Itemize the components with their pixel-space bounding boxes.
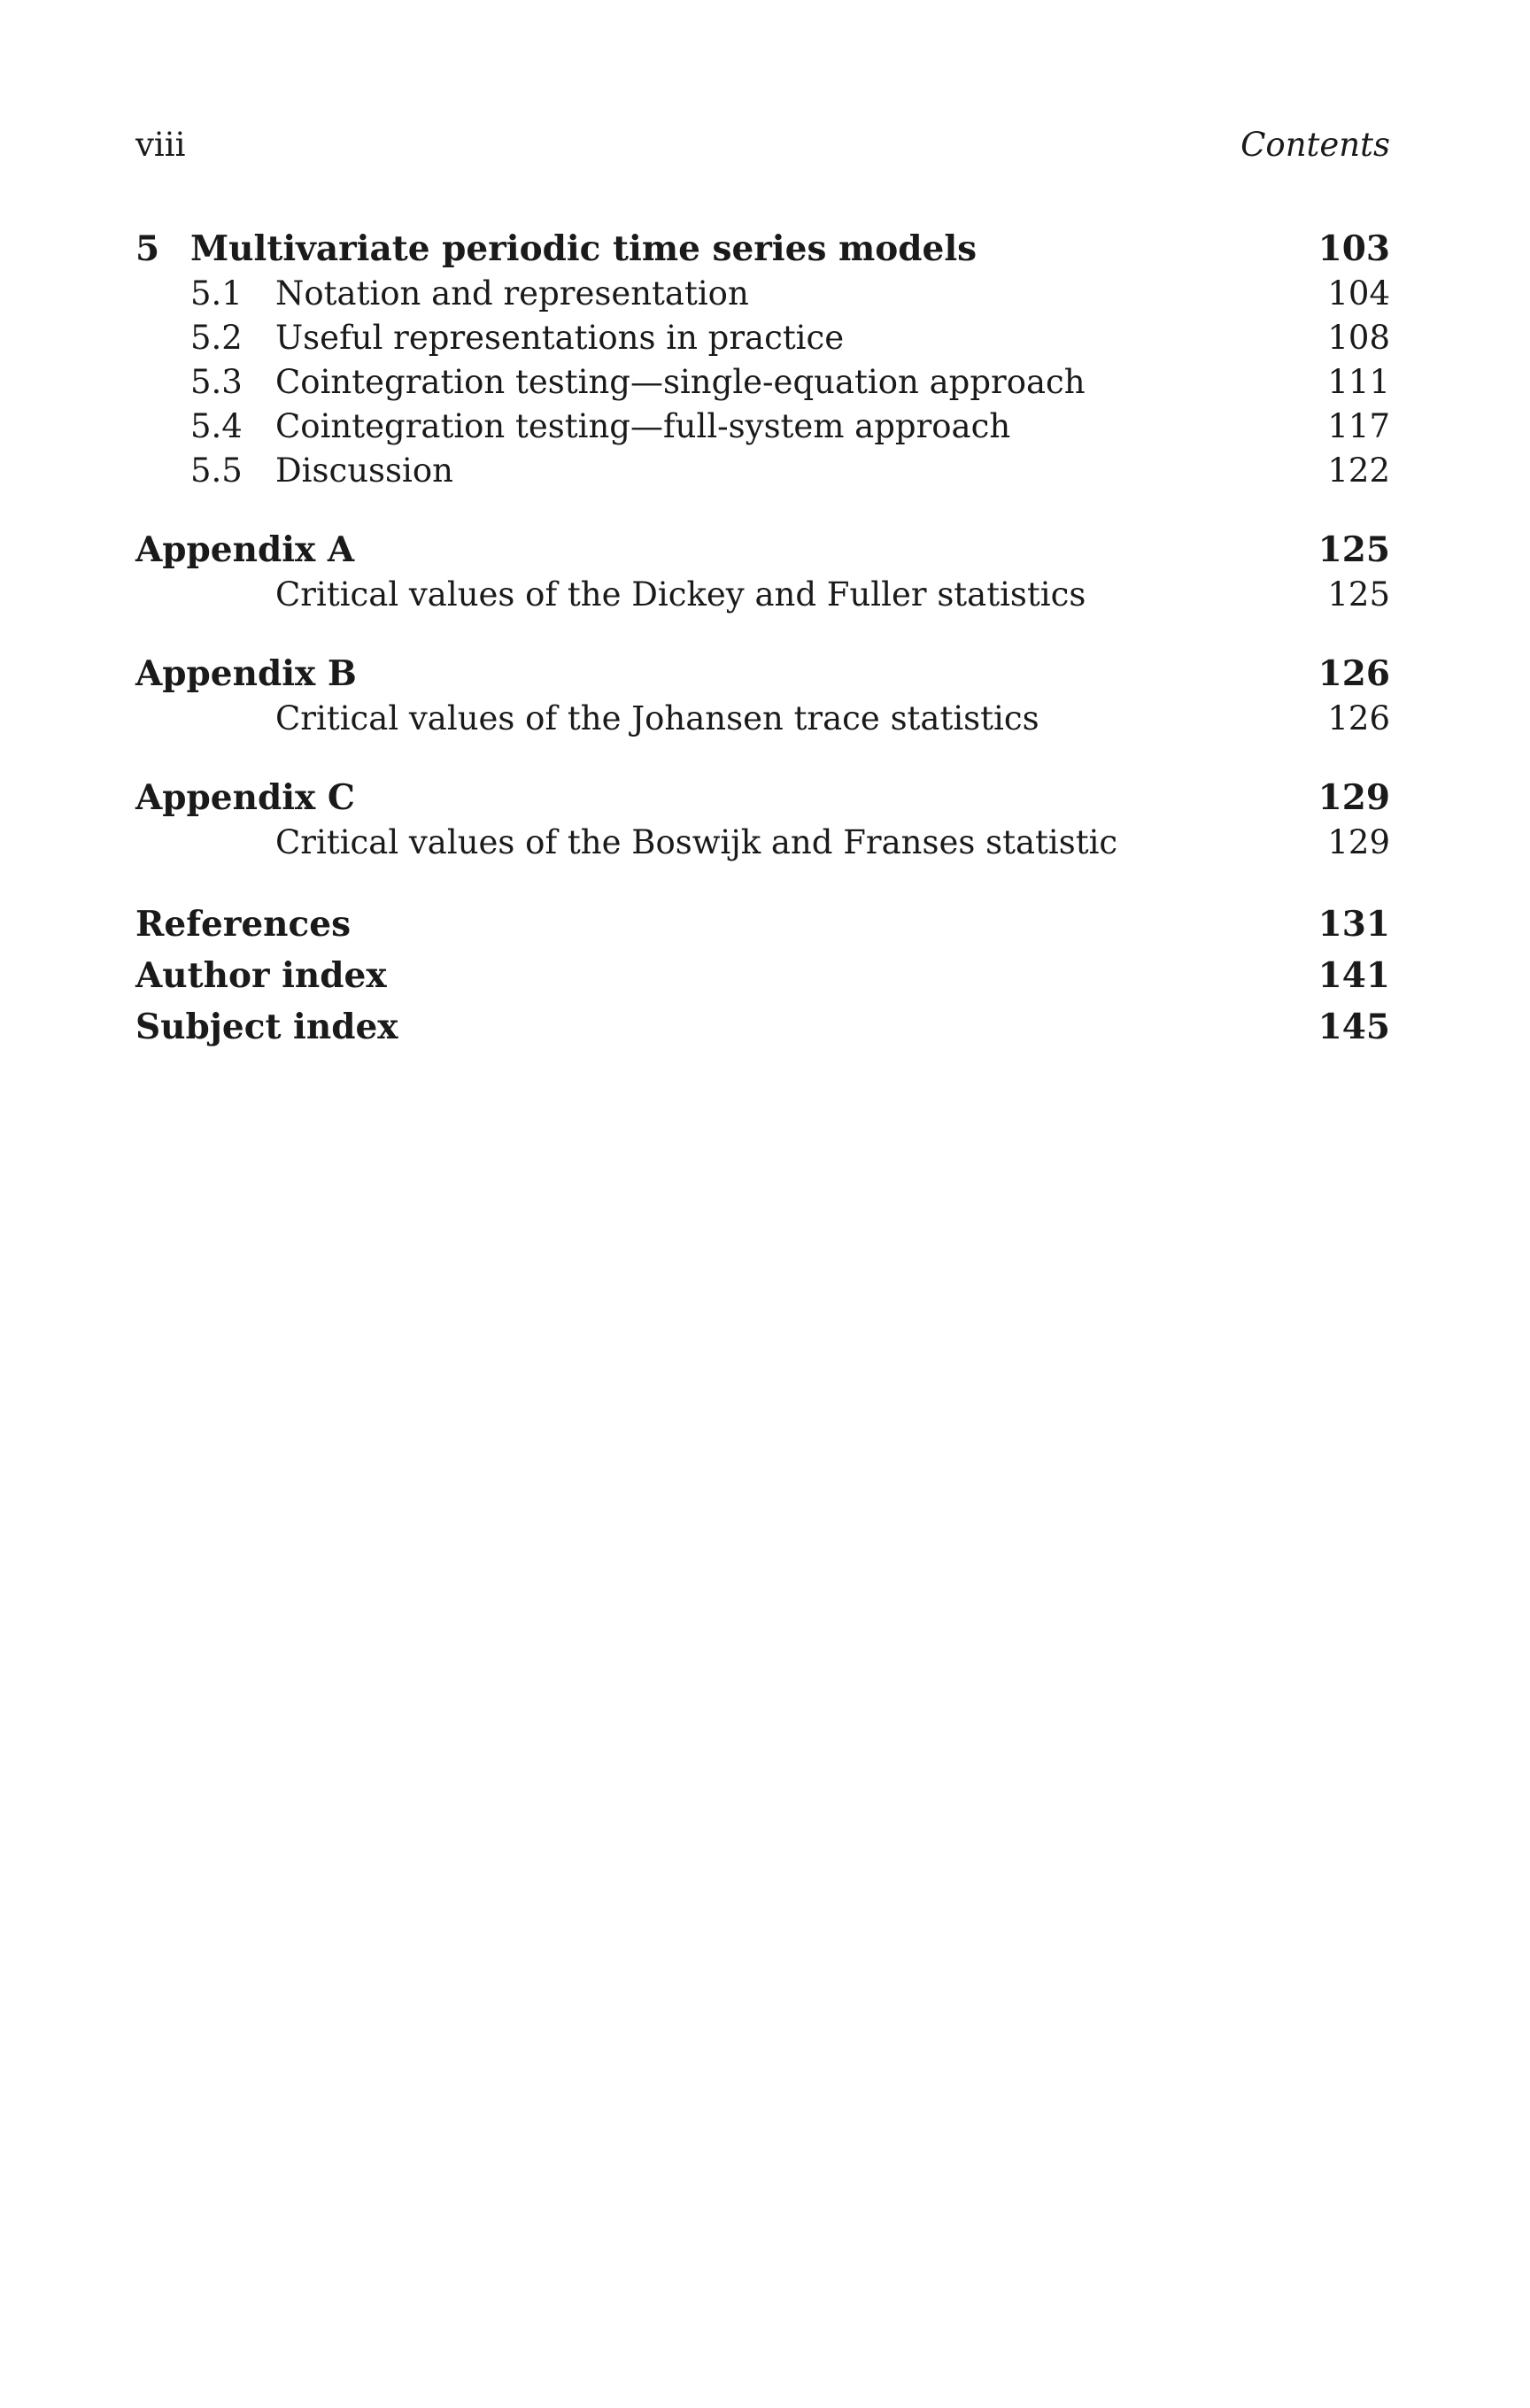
backmatter-page: 145: [1318, 1007, 1390, 1047]
toc-section-5-5[interactable]: [135, 449, 1390, 493]
section-page: 111: [1327, 363, 1390, 401]
section-number: 5.1: [190, 274, 243, 313]
backmatter-title: Author index: [135, 955, 387, 996]
toc-subject-index[interactable]: [135, 1001, 1390, 1053]
toc-section-5-2[interactable]: [135, 316, 1390, 360]
table-of-contents: [135, 226, 1390, 1053]
appendix-title: Appendix B: [135, 653, 357, 694]
backmatter-title: References: [135, 904, 352, 945]
section-title: Cointegration testing—full-system approach: [275, 407, 1011, 445]
chapter-number: 5: [135, 228, 160, 269]
section-title: Discussion: [275, 452, 453, 490]
toc-appendix-a[interactable]: [135, 527, 1390, 573]
backmatter-title: Subject index: [135, 1007, 398, 1047]
page-number: viii: [135, 126, 186, 164]
appendix-entry-title: Critical values of the Johansen trace statistics: [275, 699, 1039, 737]
appendix-page: 126: [1318, 653, 1390, 694]
appendix-entry-page: 126: [1327, 699, 1390, 737]
section-title: Useful representations in practice: [275, 319, 845, 357]
appendix-page: 125: [1318, 529, 1390, 570]
backmatter-page: 141: [1318, 955, 1390, 996]
toc-appendix-a-entry[interactable]: [135, 573, 1390, 617]
toc-appendix-b-entry[interactable]: [135, 697, 1390, 741]
backmatter-page: 131: [1318, 904, 1390, 945]
section-number: 5.3: [190, 363, 243, 401]
appendix-page: 129: [1318, 777, 1390, 818]
section-title: Cointegration testing—single-equation approach: [275, 363, 1086, 401]
section-page: 108: [1327, 319, 1390, 357]
appendix-entry-title: Critical values of the Boswijk and Franses statistic: [275, 823, 1118, 861]
toc-appendix-c[interactable]: [135, 775, 1390, 821]
toc-references[interactable]: [135, 899, 1390, 950]
toc-section-5-1[interactable]: [135, 272, 1390, 316]
toc-chapter-5[interactable]: [135, 226, 1390, 272]
toc-author-index[interactable]: [135, 950, 1390, 1001]
chapter-page: 103: [1318, 228, 1390, 269]
running-title: Contents: [1240, 126, 1390, 164]
section-title: Notation and representation: [275, 274, 749, 313]
appendix-entry-title: Critical values of the Dickey and Fuller statistics: [275, 575, 1086, 614]
toc-section-5-3[interactable]: [135, 360, 1390, 405]
appendix-entry-page: 125: [1327, 575, 1390, 614]
page-header: [135, 126, 1390, 175]
section-number: 5.2: [190, 319, 243, 357]
appendix-title: Appendix A: [135, 529, 355, 570]
section-page: 117: [1327, 407, 1390, 445]
toc-section-5-4[interactable]: [135, 405, 1390, 449]
chapter-title: Multivariate periodic time series models: [190, 228, 978, 269]
toc-appendix-b[interactable]: [135, 651, 1390, 697]
section-page: 104: [1327, 274, 1390, 313]
toc-appendix-c-entry[interactable]: [135, 821, 1390, 865]
appendix-entry-page: 129: [1327, 823, 1390, 861]
section-number: 5.5: [190, 452, 243, 490]
section-page: 122: [1327, 452, 1390, 490]
section-number: 5.4: [190, 407, 243, 445]
appendix-title: Appendix C: [135, 777, 355, 818]
